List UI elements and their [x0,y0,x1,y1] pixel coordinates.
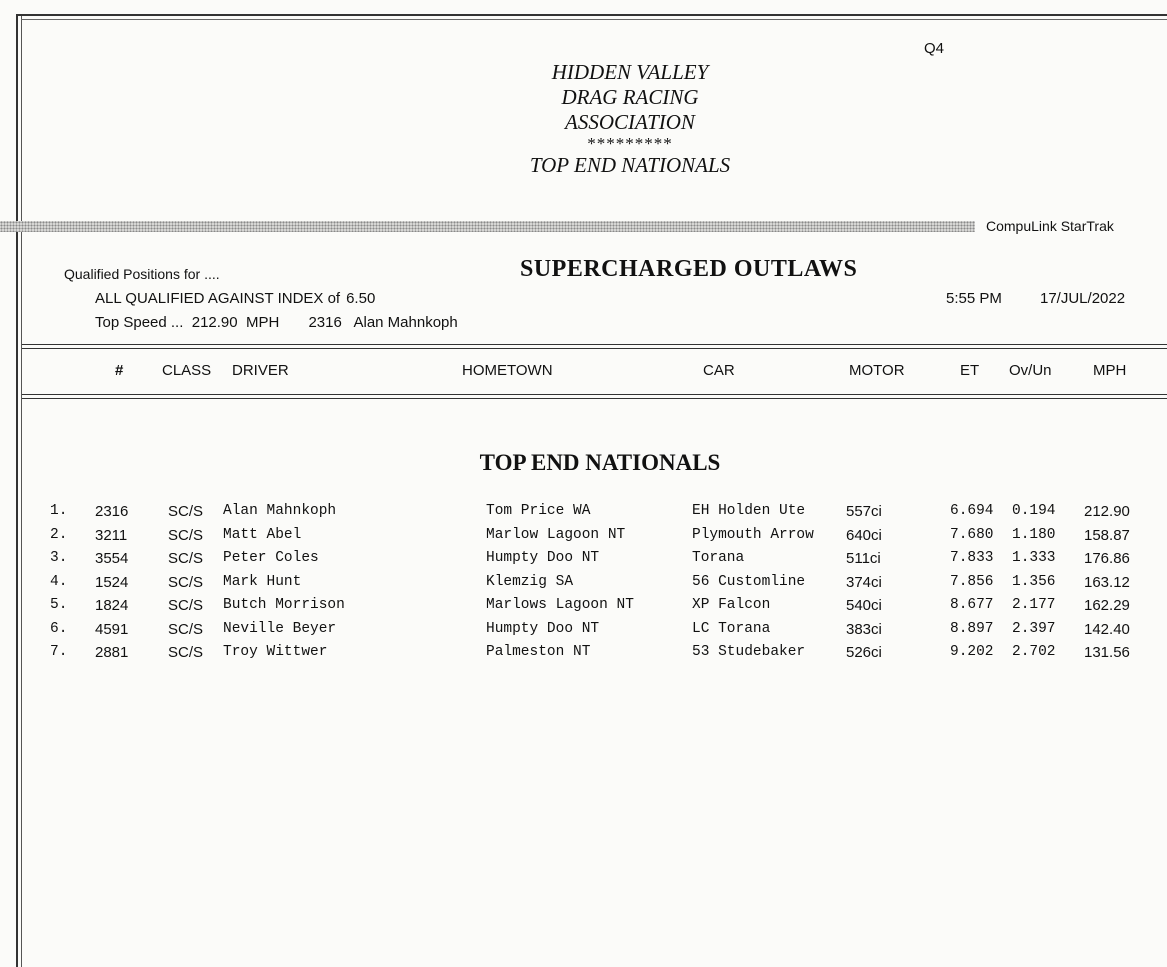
cell-ov-un: 1.333 [1012,550,1056,566]
col-header-motor: MOTOR [849,362,905,379]
table-row [0,621,1167,644]
cell-car: 53 Studebaker [692,644,806,660]
cell-driver: Neville Beyer [223,620,337,637]
cell-hometown: Humpty Doo NT [486,620,600,637]
cell-position: 3. [50,550,68,566]
col-header-mph: MPH [1093,362,1127,379]
col-header-class: CLASS [162,362,212,379]
cell-car: Plymouth Arrow [692,526,814,543]
cell-mph: 131.56 [1084,644,1130,661]
cell-class: SC/S [168,526,204,544]
index-text: ALL QUALIFIED AGAINST INDEX of [95,290,341,307]
cell-hometown: Tom Price WA [486,503,591,519]
cell-class: SC/S [168,644,204,661]
col-header-et: ET [960,362,980,379]
cell-driver: Mark Hunt [223,573,302,590]
org-name-line-3: ASSOCIATION [565,110,695,134]
cell-position: 4. [50,573,68,590]
dotted-separator-band [0,221,975,232]
cell-motor: 526ci [846,644,882,661]
cell-car-number: 2881 [95,644,129,661]
cell-et: 6.694 [950,503,994,519]
cell-ov-un: 2.177 [1012,597,1056,613]
cell-car: Torana [692,550,745,566]
table-row [0,503,1167,526]
org-name-line-1: HIDDEN VALLEY [551,60,709,84]
top-speed-line: Top Speed ... 212.90 MPH 2316 Alan Mahnkoph [95,314,458,331]
cell-ov-un: 1.180 [1012,526,1056,543]
header-rule-top-2 [22,348,1167,349]
cell-motor: 511ci [846,550,881,567]
cell-motor: 383ci [846,620,882,638]
col-header-ov-un: Ov/Un [1009,362,1052,379]
page-border-left-inner [21,14,22,967]
cell-hometown: Marlows Lagoon NT [486,597,634,613]
cell-position: 1. [50,503,68,519]
cell-driver: Peter Coles [223,550,319,566]
report-date: 17/JUL/2022 [1040,290,1126,307]
cell-et: 9.202 [950,644,994,660]
cell-position: 5. [50,597,68,613]
cell-class: SC/S [168,597,204,614]
cell-position: 6. [50,620,68,637]
cell-driver: Butch Morrison [223,597,345,613]
cell-hometown: Marlow Lagoon NT [486,526,626,543]
cell-motor: 540ci [846,597,882,614]
header-rule-bottom-2 [22,398,1167,399]
page-border-top [16,14,1167,16]
org-stars-divider: ********* [587,134,673,153]
cell-mph: 158.87 [1084,526,1130,544]
col-header-hometown: HOMETOWN [462,362,553,379]
cell-mph: 176.86 [1084,550,1130,567]
cell-motor: 374ci [846,573,882,591]
cell-et: 7.680 [950,526,994,543]
page-border-top-inner [21,19,1167,20]
header-rule-bottom [22,394,1167,395]
cell-hometown: Humpty Doo NT [486,550,600,566]
cell-position: 7. [50,644,68,660]
cell-car: LC Torana [692,620,771,637]
cell-hometown: Palmeston NT [486,644,591,660]
cell-driver: Matt Abel [223,526,302,543]
cell-driver: Troy Wittwer [223,644,328,660]
index-line [95,290,375,307]
cell-class: SC/S [168,620,204,638]
cell-mph: 142.40 [1084,620,1130,638]
cell-ov-un: 1.356 [1012,573,1056,590]
cell-et: 8.897 [950,620,994,637]
cell-ov-un: 2.397 [1012,620,1056,637]
col-header-car: CAR [703,362,735,379]
table-row [0,574,1167,597]
round-label: Q4 [924,40,945,57]
cell-class: SC/S [168,573,204,591]
cell-car-number: 3211 [95,526,128,544]
cell-mph: 162.29 [1084,597,1130,614]
class-title: SUPERCHARGED OUTLAWS [520,256,858,282]
organization-header [430,60,830,178]
event-name: TOP END NATIONALS [529,153,731,177]
cell-motor: 557ci [846,503,882,520]
cell-position: 2. [50,526,68,543]
section-title: TOP END NATIONALS [479,450,721,475]
table-row [0,644,1167,667]
cell-car: XP Falcon [692,597,771,613]
cell-car: 56 Customline [692,573,806,590]
col-header-number: # [115,362,124,379]
cell-class: SC/S [168,503,204,520]
cell-et: 7.856 [950,573,994,590]
report-time: 5:55 PM [946,290,1002,307]
cell-car-number: 3554 [95,550,129,567]
header-rule-top [22,344,1167,345]
cell-mph: 163.12 [1084,573,1130,591]
table-row [0,550,1167,573]
org-name-line-2: DRAG RACING [561,85,699,109]
cell-car-number: 1824 [95,597,129,614]
cell-ov-un: 0.194 [1012,503,1056,519]
cell-driver: Alan Mahnkoph [223,503,337,519]
cell-et: 7.833 [950,550,994,566]
col-header-driver: DRIVER [232,362,289,379]
system-name: CompuLink StarTrak [986,218,1114,234]
cell-et: 8.677 [950,597,994,613]
cell-car-number: 1524 [95,573,129,591]
cell-mph: 212.90 [1084,503,1130,520]
qualified-positions-label: Qualified Positions for .... [64,266,220,282]
table-row [0,527,1167,550]
cell-hometown: Klemzig SA [486,573,574,590]
page-border-left [16,14,18,967]
table-row [0,597,1167,620]
cell-car-number: 2316 [95,503,129,520]
cell-motor: 640ci [846,526,882,544]
cell-class: SC/S [168,550,204,567]
cell-ov-un: 2.702 [1012,644,1056,660]
cell-car-number: 4591 [95,620,129,638]
cell-car: EH Holden Ute [692,503,806,519]
index-value: 6.50 [346,290,376,307]
